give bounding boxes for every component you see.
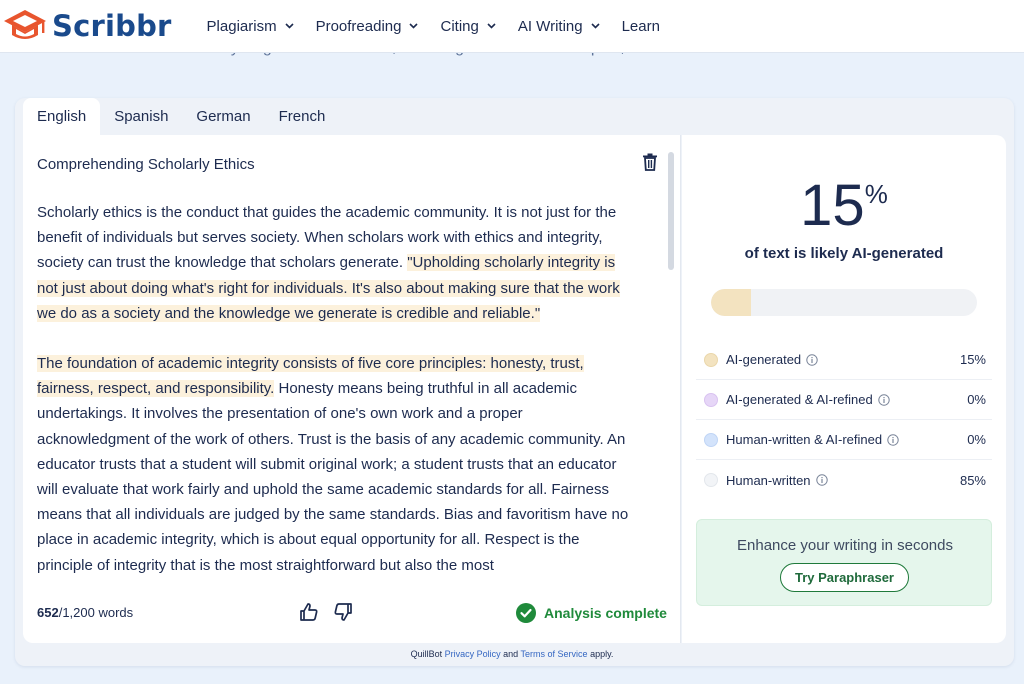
info-icon[interactable] [887,434,899,446]
info-icon[interactable] [806,354,818,366]
legend-ai-refined [696,380,992,420]
legend-value: 0% [967,392,986,407]
legal-prefix: QuillBot [410,649,443,659]
legend-human-written [696,460,992,500]
nav-citing[interactable] [440,18,495,35]
percent-sign: % [864,179,888,209]
privacy-policy-link[interactable]: Privacy Policy [444,649,501,659]
chevron-down-icon [285,23,294,29]
text-editor-panel [23,135,681,643]
color-dot [704,393,718,407]
ai-progress-bar [711,289,977,316]
ai-highlight: The foundation of academic integrity consists of five core principles: honesty, trust, fairness, respect, and responsibility. [37,355,584,398]
ai-progress-fill [711,289,751,316]
tab-german[interactable]: German [196,108,251,125]
legend-label: AI-generated [726,352,802,367]
feedback-buttons [299,602,367,627]
word-count-used: 652 [37,605,59,620]
promo-text: Enhance your writing in seconds [737,537,953,554]
info-icon[interactable] [878,394,890,406]
ai-percentage [682,173,1006,238]
ai-highlight: "Upholding scholarly integrity is not just about doing what's right for individuals. It's also about making sure that the work we do as a society and the knowledge we generate is credible and reliable." [37,254,620,322]
paragraph [37,351,637,576]
paraphraser-promo [696,519,992,606]
document-title[interactable]: Comprehending Scholarly Ethics [37,156,255,173]
legal-footer [0,649,1024,659]
top-navbar [0,0,1024,53]
chevron-down-icon [487,23,496,29]
nav-label: Proofreading [315,17,402,35]
tab-spanish[interactable]: Spanish [114,108,169,125]
terms-of-service-link[interactable]: Terms of Service [520,649,588,659]
legend-ai-generated [696,340,992,380]
legal-suffix: apply. [590,649,614,659]
legal-and: and [503,649,519,659]
nav-plagiarism[interactable] [207,18,294,35]
nav-label: Learn [621,17,660,35]
main-nav [207,18,682,35]
brand-name: Scribbr [52,9,172,43]
editor-scrollbar[interactable] [668,152,674,270]
try-paraphraser-button[interactable]: Try Paraphraser [780,563,909,592]
legend-value: 15% [959,352,986,367]
legend-human-ai-refined [696,420,992,460]
paragraph [37,200,637,326]
ai-detector-tool [15,98,1014,666]
text-plain: Scholarly ethics is the conduct that guides the academic community. It is not just for the benefit of individuals but serves society. When scholars work with ethics and integrity, society can trust the knowledge that scholars generate. [37,204,617,272]
color-dot [704,473,718,487]
nav-proofreading[interactable] [316,18,419,35]
ai-percentage-label: of text is likely AI-generated [744,245,944,262]
language-tabs [23,98,339,135]
nav-ai-writing[interactable] [518,18,600,35]
analysis-status [516,603,667,623]
nav-label: AI Writing [517,17,583,35]
status-text: Analysis complete [544,605,667,621]
color-dot [704,353,718,367]
tab-french[interactable]: French [278,108,326,125]
text-plain: Honesty means being truthful in all academic undertakings. It involves the presentation of one's own work and a proper acknowledgment of the work of others. Trust is the basis of any academic community. An educator trusts that a student will submit original work; a student trusts that an educator will evaluate that work fairly and uphold the same academic standards for all. Fairness means that all individuals are judged by the same standards. Bias and favoritism have no place in academic integrity, which is about equal opportunity for all. Respect is the principle of integrity that is the most straightforward but also the most [37,380,629,574]
legend-label: AI-generated & AI-refined [726,392,873,407]
graduation-cap-icon [2,6,48,46]
nav-label: Plagiarism [206,17,277,35]
check-circle-icon [516,603,536,623]
legend-label: Human-written [726,472,811,488]
nav-learn[interactable] [622,18,660,35]
tab-english[interactable]: English [23,98,100,135]
trash-icon[interactable] [642,153,658,176]
word-count [37,605,133,620]
chevron-down-icon [409,23,418,29]
legend-value: 0% [967,432,986,447]
scribbr-logo[interactable] [2,6,172,46]
percent-value: 15 [800,173,865,238]
nav-label: Citing [440,17,479,35]
info-icon[interactable] [816,474,828,486]
chevron-down-icon [591,23,600,29]
document-text[interactable] [37,200,637,576]
color-dot [704,433,718,447]
thumbs-up-icon[interactable] [299,602,319,627]
results-panel [682,135,1006,643]
word-count-limit: /1,200 words [58,605,134,620]
legend-label: Human-written & AI-refined [726,432,883,447]
legend-value: 85% [959,472,986,488]
thumbs-down-icon[interactable] [333,602,353,627]
result-legend [696,340,992,500]
